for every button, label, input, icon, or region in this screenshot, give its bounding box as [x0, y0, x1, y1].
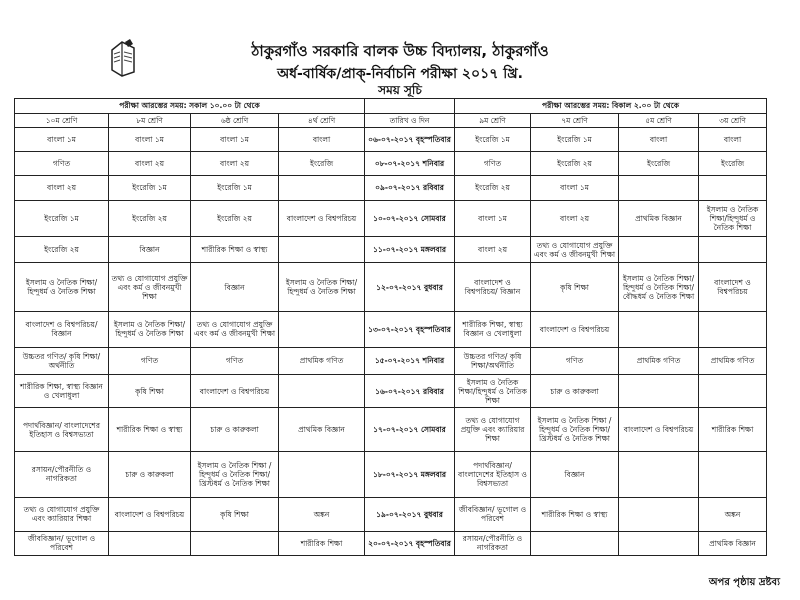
subject-cell: ইংরেজি ১ম [191, 176, 279, 200]
subject-cell: বাংলাদেশ ও বিশ্বপরিচয় [619, 408, 699, 452]
date-cell: ১০-০৭-২০১৭ সোমবার [365, 200, 455, 236]
subject-cell: বাংলা [699, 128, 767, 152]
continued-note: অপর পৃষ্ঠায় দ্রষ্টব্য [708, 577, 780, 588]
subject-cell: বাংলাদেশ ও বিশ্বপরিচয়/বিজ্ঞান [15, 311, 109, 347]
schedule-row [15, 176, 767, 200]
subject-cell: চারু ও কারুকলা [531, 374, 619, 408]
subject-cell: ইসলাম ও নৈতিক শিক্ষা/হিন্দুধর্ম ও নৈতিক শিক্ষা/বৌদ্ধধর্ম ও নৈতিক শিক্ষা [619, 263, 699, 311]
subject-cell: শারীরিক শিক্ষা, স্বাস্থ্য বিজ্ঞান ও খেলাধুলা [455, 311, 531, 347]
subject-cell: কৃষি শিক্ষা [109, 374, 191, 408]
morning-time-note: পরীক্ষা আরম্ভের সময়: সকাল ১০.০০ টা থেকে [15, 99, 365, 114]
subject-cell: বাংলা ২য় [531, 200, 619, 236]
subject-cell: ইংরেজি [619, 152, 699, 176]
schedule-title: সময় সূচি [378, 83, 422, 97]
class-column-header: ৪র্থ শ্রেণি [279, 113, 365, 128]
subject-cell [699, 176, 767, 200]
subject-cell: শারীরিক শিক্ষা ও স্বাস্থ্য [109, 408, 191, 452]
subject-cell: ইসলাম ও নৈতিক শিক্ষা/হিন্দুধর্ম ও নৈতিক শিক্ষা [279, 263, 365, 311]
subject-cell: পদার্থবিজ্ঞান/ বাংলাদেশের ইতিহাস ও বিশ্বসভ্যতা [455, 451, 531, 497]
subject-cell: কৃষি শিক্ষা [531, 263, 619, 311]
subject-cell: গণিত [531, 348, 619, 375]
class-column-header: ৩য় শ্রেণি [699, 113, 767, 128]
class-column-header: ৭ম শ্রেণি [531, 113, 619, 128]
subject-cell: ইংরেজি [279, 152, 365, 176]
subject-cell: বাংলাদেশ ও বিশ্বপরিচয় [109, 497, 191, 531]
subject-cell: কৃষি শিক্ষা [191, 497, 279, 531]
exam-title: অর্ধ-বার্ষিক/প্রাক্‌-নির্বাচনি পরীক্ষা ২০১৭ খ্রি. [277, 66, 523, 82]
subject-cell [279, 176, 365, 200]
subject-cell: শারীরিক শিক্ষা [279, 531, 365, 555]
afternoon-time-note: পরীক্ষা আরম্ভের সময়: বিকাল ২.০০ টা থেকে [455, 99, 767, 114]
subject-cell: পদার্থবিজ্ঞান/ বাংলাদেশের ইতিহাস ও বিশ্বসভ্যতা [15, 408, 109, 452]
subject-cell: বাংলা ২য় [191, 152, 279, 176]
subject-cell [619, 374, 699, 408]
subject-cell [619, 531, 699, 555]
subject-cell: গণিত [15, 152, 109, 176]
schedule-row [15, 263, 767, 311]
subject-cell: রসায়ন/পৌরনীতি ও নাগরিকতা [455, 531, 531, 555]
subject-cell [279, 374, 365, 408]
subject-cell: ইংরেজি [699, 152, 767, 176]
subject-cell [699, 374, 767, 408]
subject-cell: বিজ্ঞান [531, 451, 619, 497]
subject-cell: বাংলাদেশ ও বিশ্বপরিচয়/ বিজ্ঞান [455, 263, 531, 311]
subject-cell: জীববিজ্ঞান/ ভূগোল ও পরিবেশ [15, 531, 109, 555]
subject-cell: অঙ্কন [279, 497, 365, 531]
subject-cell [279, 311, 365, 347]
subject-cell: গণিত [191, 348, 279, 375]
subject-cell: বাংলাদেশ ও বিশ্বপরিচয় [531, 311, 619, 347]
subject-cell: ইংরেজি ১ম [15, 200, 109, 236]
exam-schedule-table [14, 98, 767, 556]
date-cell: ১৬-০৭-২০১৭ রবিবার [365, 374, 455, 408]
subject-cell: প্রাথমিক বিজ্ঞান [619, 200, 699, 236]
subject-cell: বাংলা ১ম [109, 128, 191, 152]
subject-cell: উচ্চতর গণিত/ কৃষি শিক্ষা/ অর্থনীতি [15, 348, 109, 375]
schedule-row [15, 200, 767, 236]
subject-cell [279, 236, 365, 263]
subject-cell: তথ্য ও যোগাযোগ প্রযুক্তি এবং কর্ম ও জীবনমুখী শিক্ষা [191, 311, 279, 347]
subject-cell: প্রাথমিক গণিত [699, 348, 767, 375]
subject-cell: চারু ও কারুকলা [191, 408, 279, 452]
schedule-row [15, 348, 767, 375]
subject-cell: ইংরেজি ২য় [455, 176, 531, 200]
date-cell: ১৩-০৭-২০১৭ বৃহস্পতিবার [365, 311, 455, 347]
subject-cell [699, 236, 767, 263]
subject-cell: ইসলাম ও নৈতিক শিক্ষা / হিন্দুধর্ম ও নৈতিক শিক্ষা/ খ্রিস্টধর্ম ও নৈতিক শিক্ষা [531, 408, 619, 452]
subject-cell: ইসলাম ও নৈতিক শিক্ষা / হিন্দুধর্ম ও নৈতিক শিক্ষা/ খ্রিস্টধর্ম ও নৈতিক শিক্ষা [191, 451, 279, 497]
subject-cell [699, 451, 767, 497]
subject-cell: বাংলাদেশ ও বিশ্বপরিচয় [191, 374, 279, 408]
subject-cell: গণিত [455, 152, 531, 176]
class-column-header: ৯ম শ্রেণি [455, 113, 531, 128]
subject-cell: প্রাথমিক গণিত [619, 348, 699, 375]
subject-cell: বিজ্ঞান [191, 263, 279, 311]
subject-cell: বাংলা [279, 128, 365, 152]
date-column-header: তারিখ ও দিন [365, 113, 455, 128]
subject-cell: বাংলাদেশ ও বিশ্বপরিচয় [699, 263, 767, 311]
subject-cell: ইংরেজি ১ম [455, 128, 531, 152]
subject-cell: তথ্য ও যোগাযোগ প্রযুক্তি এবং ক্যারিয়ার শিক্ষা [15, 497, 109, 531]
subject-cell: শারীরিক শিক্ষা, স্বাস্থ্য বিজ্ঞান ও খেলাধুলা [15, 374, 109, 408]
schedule-row [15, 451, 767, 497]
subject-cell: বাংলা ২য় [15, 176, 109, 200]
subject-cell: প্রাথমিক বিজ্ঞান [699, 531, 767, 555]
subject-cell: শারীরিক শিক্ষা [699, 408, 767, 452]
subject-cell: শারীরিক শিক্ষা ও স্বাস্থ্য [531, 497, 619, 531]
subject-cell: গণিত [109, 348, 191, 375]
schedule-row [15, 236, 767, 263]
subject-cell [279, 451, 365, 497]
subject-cell: বাংলা ১ম [531, 176, 619, 200]
subject-cell: বাংলা ১ম [15, 128, 109, 152]
class-column-header: ১০ম শ্রেণি [15, 113, 109, 128]
date-cell: ০৯-০৭-২০১৭ রবিবার [365, 176, 455, 200]
subject-cell: ইসলাম ও নৈতিক শিক্ষা/হিন্দুধর্ম ও নৈতিক শিক্ষা [455, 374, 531, 408]
subject-cell: ইংরেজি ১ম [531, 128, 619, 152]
schedule-row [15, 128, 767, 152]
subject-cell: চারু ও কারুকলা [109, 451, 191, 497]
subject-cell [619, 497, 699, 531]
class-header-row [15, 113, 767, 128]
subject-cell: অঙ্কন [699, 497, 767, 531]
schedule-row [15, 311, 767, 347]
subject-cell: বিজ্ঞান [109, 236, 191, 263]
subject-cell: জীববিজ্ঞান/ ভূগোল ও পরিবেশ [455, 497, 531, 531]
subject-cell: ইসলাম ও নৈতিক শিক্ষা/হিন্দুধর্ম ও নৈতিক শিক্ষা [109, 311, 191, 347]
date-cell: ১১-০৭-২০১৭ মঙ্গলবার [365, 236, 455, 263]
schedule-row [15, 374, 767, 408]
subject-cell [619, 176, 699, 200]
subject-cell: তথ্য ও যোগাযোগ প্রযুক্তি এবং কর্ম ও জীবনমুখী শিক্ষা [531, 236, 619, 263]
subject-cell [699, 311, 767, 347]
date-cell: ১৮-০৭-২০১৭ মঙ্গলবার [365, 451, 455, 497]
subject-cell: শারীরিক শিক্ষা ও স্বাস্থ্য [191, 236, 279, 263]
class-column-header: ৮ম শ্রেণি [109, 113, 191, 128]
subject-cell [619, 451, 699, 497]
subject-cell: বাংলা ২য় [455, 236, 531, 263]
subject-cell: ইংরেজি ২য় [109, 200, 191, 236]
class-column-header: ৫ম শ্রেণি [619, 113, 699, 128]
date-cell: ১৭-০৭-২০১৭ সোমবার [365, 408, 455, 452]
date-cell: ১২-০৭-২০১৭ বুধবার [365, 263, 455, 311]
subject-cell [531, 531, 619, 555]
subject-cell [109, 531, 191, 555]
subject-cell: উচ্চতর গণিত/ কৃষি শিক্ষা/অর্থনীতি [455, 348, 531, 375]
subject-cell: বাংলা ১ম [455, 200, 531, 236]
class-column-header: ৬ষ্ঠ শ্রেণি [191, 113, 279, 128]
subject-cell [191, 531, 279, 555]
subject-cell: প্রাথমিক বিজ্ঞান [279, 408, 365, 452]
time-row-gap [365, 99, 455, 114]
subject-cell: ইংরেজি ১ম [109, 176, 191, 200]
date-cell: ১৫-০৭-২০১৭ শনিবার [365, 348, 455, 375]
subject-cell: বাংলা [619, 128, 699, 152]
schedule-row [15, 152, 767, 176]
schedule-row [15, 408, 767, 452]
subject-cell: তথ্য ও যোগাযোগ প্রযুক্তি এবং ক্যারিয়ার শিক্ষা [455, 408, 531, 452]
subject-cell: ইসলাম ও নৈতিক শিক্ষা/হিন্দুধর্ম ও নৈতিক শিক্ষা [699, 200, 767, 236]
subject-cell: রসায়ন/পৌরনীতি ও নাগরিকতা [15, 451, 109, 497]
subject-cell: বাংলা ২য় [109, 152, 191, 176]
subject-cell: ইংরেজি ২য় [531, 152, 619, 176]
subject-cell: প্রাথমিক গণিত [279, 348, 365, 375]
date-cell: ০৮-০৭-২০১৭ শনিবার [365, 152, 455, 176]
schedule-row [15, 497, 767, 531]
subject-cell: বাংলাদেশ ও বিশ্বপরিচয় [279, 200, 365, 236]
school-name: ঠাকুরগাঁও সরকারি বালক উচ্চ বিদ্যালয়, ঠাকুরগাঁও [251, 42, 549, 60]
subject-cell: ইংরেজি ২য় [191, 200, 279, 236]
subject-cell: ইসলাম ও নৈতিক শিক্ষা/হিন্দুধর্ম ও নৈতিক শিক্ষা [15, 263, 109, 311]
date-cell: ১৯-০৭-২০১৭ বুধবার [365, 497, 455, 531]
subject-cell: বাংলা ১ম [191, 128, 279, 152]
schedule-row [15, 531, 767, 555]
subject-cell [619, 311, 699, 347]
date-cell: ০৬-০৭-২০১৭ বৃহস্পতিবার [365, 128, 455, 152]
date-cell: ২০-০৭-২০১৭ বৃহস্পতিবার [365, 531, 455, 555]
subject-cell: ইংরেজি ২য় [15, 236, 109, 263]
subject-cell [619, 236, 699, 263]
subject-cell: তথ্য ও যোগাযোগ প্রযুক্তি এবং কর্ম ও জীবনমুখী শিক্ষা [109, 263, 191, 311]
